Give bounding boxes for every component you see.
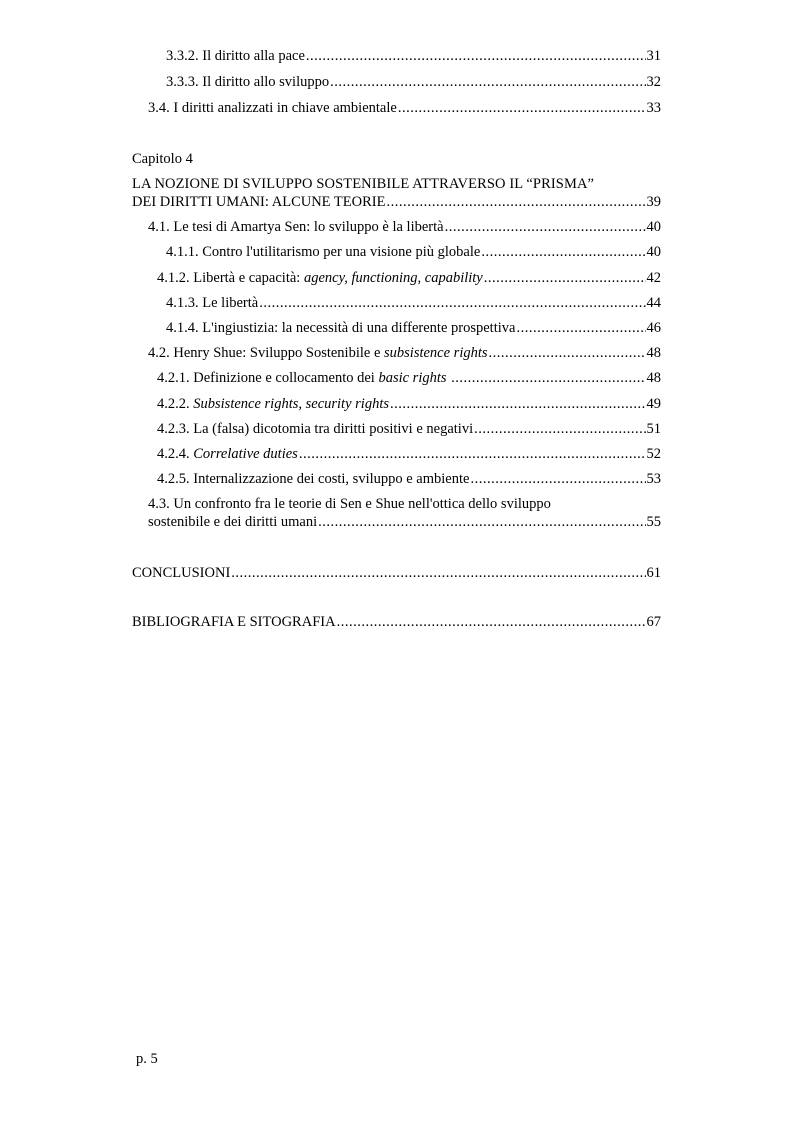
toc-page-number: 44 — [646, 295, 661, 311]
toc-entry-title: 4.1.3. Le libertà — [166, 295, 259, 311]
toc-leader-dots — [386, 193, 645, 211]
toc-entry-title: 3.3.2. Il diritto alla pace — [166, 48, 305, 64]
toc-leader-dots — [470, 470, 645, 488]
toc-entry-4-2-1 — [157, 369, 661, 387]
toc-leader-dots — [231, 564, 645, 582]
toc-entry-3-3-2 — [166, 47, 661, 65]
toc-page-number: 46 — [646, 320, 661, 336]
toc-entry-title: BIBLIOGRAFIA E SITOGRAFIA — [132, 614, 336, 630]
toc-page-number: 31 — [646, 48, 661, 64]
toc-entry-4-1 — [148, 218, 661, 236]
toc-entry-title: CONCLUSIONI — [132, 565, 231, 581]
toc-entry-4-1-1 — [166, 243, 661, 261]
toc-page-number: 48 — [646, 345, 661, 361]
toc-entry-title-text: 4.2.4. — [157, 446, 194, 462]
toc-entry-4-3-line-1: 4.3. Un confronto fra le teorie di Sen e Shue nell'ottica dello sviluppo — [148, 496, 551, 512]
page-number-footer: p. 5 — [136, 1051, 158, 1067]
toc-page-number: 49 — [646, 396, 661, 412]
toc-leader-dots — [445, 218, 646, 236]
toc-entry-4-2-5 — [157, 470, 661, 488]
toc-entry-title — [157, 395, 389, 413]
toc-page-number: 55 — [646, 514, 661, 530]
chapter-title-line-1: LA NOZIONE DI SVILUPPO SOSTENIBILE ATTRAVERSO IL “PRISMA” — [132, 176, 595, 192]
toc-entry-title-italic: subsistence rights — [384, 345, 488, 361]
chapter-title-line-2: DEI DIRITTI UMANI: ALCUNE TEORIE — [132, 194, 386, 210]
toc-entry-title — [157, 445, 298, 463]
toc-entry-4-2 — [148, 344, 661, 362]
toc-entry-title — [157, 369, 450, 387]
chapter-label: Capitolo 4 — [132, 151, 193, 167]
toc-page-number: 53 — [646, 471, 661, 487]
toc-entry-title-italic: Subsistence rights, security rights — [193, 396, 389, 412]
toc-entry-title: 4.1.4. L'ingiustizia: la necessità di una differente prospettiva — [166, 320, 516, 336]
toc-leader-dots — [398, 99, 646, 117]
toc-leader-dots — [474, 420, 645, 438]
toc-leader-dots — [306, 47, 646, 65]
toc-entry-4-2-3 — [157, 420, 661, 438]
toc-page-number: 40 — [646, 244, 661, 260]
toc-entry-conclusions — [132, 564, 661, 582]
toc-leader-dots — [318, 513, 645, 531]
toc-entry-title-post — [447, 370, 451, 386]
toc-page-number: 61 — [646, 565, 661, 581]
toc-entry-title-italic: basic rights — [378, 370, 447, 386]
toc-entry-4-3 — [148, 513, 661, 531]
toc-page-number: 51 — [646, 421, 661, 437]
toc-leader-dots — [484, 269, 646, 287]
toc-leader-dots — [481, 243, 645, 261]
toc-entry-4-1-4 — [166, 319, 661, 337]
toc-leader-dots — [489, 344, 646, 362]
toc-entry-4-1-2 — [157, 269, 661, 287]
toc-leader-dots — [259, 294, 645, 312]
toc-entry-title: 4.2.5. Internalizzazione dei costi, sviluppo e ambiente — [157, 471, 470, 487]
toc-leader-dots — [330, 73, 645, 91]
toc-leader-dots — [516, 319, 645, 337]
toc-entry-title: 4.1. Le tesi di Amartya Sen: lo sviluppo è la libertà — [148, 219, 444, 235]
toc-entry-title-italic: Correlative duties — [193, 446, 298, 462]
toc-entry-title — [148, 344, 488, 362]
toc-entry-bibliography — [132, 613, 661, 631]
toc-entry-4-2-4 — [157, 445, 661, 463]
toc-entry-title-text: 4.2. Henry Shue: Sviluppo Sostenibile e — [148, 345, 385, 361]
toc-entry-3-4 — [148, 99, 661, 117]
toc-page-number: 67 — [646, 614, 661, 630]
toc-entry-3-3-3 — [166, 73, 661, 91]
toc-page-number: 32 — [646, 74, 661, 90]
toc-entry-title-text: 4.2.1. Definizione e collocamento dei — [157, 370, 379, 386]
toc-page-number: 40 — [646, 219, 661, 235]
toc-leader-dots — [337, 613, 646, 631]
toc-page-number: 39 — [646, 194, 661, 210]
toc-page-number: 48 — [646, 370, 661, 386]
toc-entry-title: 3.4. I diritti analizzati in chiave ambientale — [148, 100, 397, 116]
toc-entry-title: 4.1.1. Contro l'utilitarismo per una visione più globale — [166, 244, 481, 260]
toc-entry-title-italic: agency, functioning, capability — [303, 270, 483, 286]
toc-page-number: 42 — [646, 270, 661, 286]
toc-entry-title: 4.2.3. La (falsa) dicotomia tra diritti positivi e negativi — [157, 421, 474, 437]
toc-entry-chapter-4 — [132, 193, 661, 211]
toc-leader-dots — [451, 369, 645, 387]
toc-page-number: 52 — [646, 446, 661, 462]
toc-entry-4-2-2 — [157, 395, 661, 413]
toc-entry-title-line-2: sostenibile e dei diritti umani — [148, 514, 318, 530]
toc-entry-title-text: 4.1.2. Libertà e capacità: — [157, 270, 304, 286]
toc-leader-dots — [299, 445, 646, 463]
toc-entry-title: 3.3.3. Il diritto allo sviluppo — [166, 74, 330, 90]
toc-entry-title — [157, 269, 483, 287]
toc-page-number: 33 — [646, 100, 661, 116]
toc-entry-title-text: 4.2.2. — [157, 396, 194, 412]
toc-leader-dots — [390, 395, 646, 413]
toc-entry-4-1-3 — [166, 294, 661, 312]
